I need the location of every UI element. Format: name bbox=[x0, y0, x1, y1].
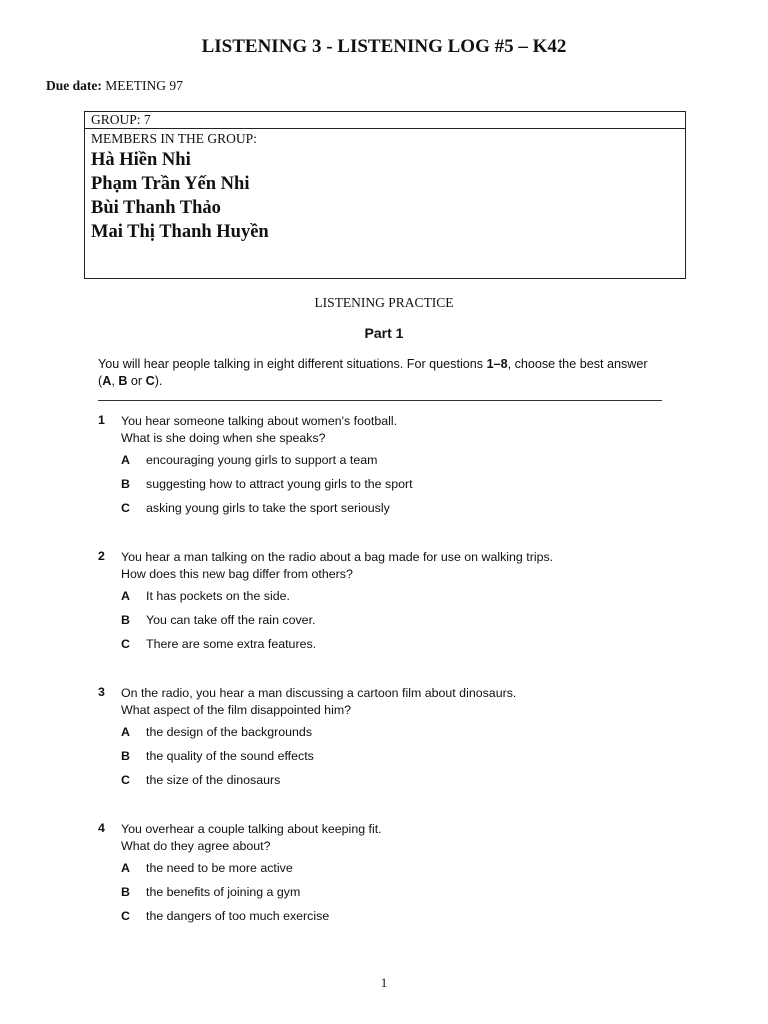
option-letter: A bbox=[121, 453, 130, 467]
option-letter: B bbox=[121, 749, 130, 763]
option-text: encouraging young girls to support a team bbox=[146, 453, 378, 467]
option-letter: C bbox=[121, 501, 130, 515]
question-text bbox=[121, 413, 671, 447]
due-date-label: Due date: bbox=[46, 78, 102, 93]
question-text bbox=[121, 685, 671, 719]
group-box bbox=[84, 111, 686, 279]
option-letter: B bbox=[121, 477, 130, 491]
question-number: 4 bbox=[98, 821, 105, 835]
question-line: What is she doing when she speaks? bbox=[121, 431, 326, 445]
question-line: You hear a man talking on the radio about a bag made for use on walking trips. bbox=[121, 550, 554, 564]
instructions-range: 1–8 bbox=[486, 357, 508, 371]
instructions-text: You will hear people talking in eight different situations. For questions bbox=[98, 357, 487, 371]
instructions bbox=[98, 356, 664, 390]
option-text: You can take off the rain cover. bbox=[146, 613, 316, 627]
question-line: How does this new bag differ from others? bbox=[121, 567, 353, 581]
option-letter: B bbox=[121, 885, 130, 899]
instructions-text: , choose the best answer ( bbox=[98, 357, 648, 388]
option-text: the dangers of too much exercise bbox=[146, 909, 330, 923]
document-title: LISTENING 3 - LISTENING LOG #5 – K42 bbox=[201, 36, 567, 57]
instructions-option-b: B bbox=[118, 374, 128, 388]
option-letter: C bbox=[121, 909, 130, 923]
question-number: 2 bbox=[98, 549, 105, 563]
member-name: Phạm Trần Yến Nhi bbox=[91, 174, 250, 194]
page-number: 1 bbox=[380, 975, 388, 990]
instructions-option-a: A bbox=[102, 374, 112, 388]
option-text: There are some extra features. bbox=[146, 637, 317, 651]
option-letter: A bbox=[121, 589, 130, 603]
instructions-text: or bbox=[127, 374, 146, 388]
section-heading: LISTENING PRACTICE bbox=[314, 295, 454, 310]
option-letter: B bbox=[121, 613, 130, 627]
option-text: the quality of the sound effects bbox=[146, 749, 314, 763]
instructions-option-c: C bbox=[145, 374, 155, 388]
question-text bbox=[121, 549, 671, 583]
group-number: GROUP: 7 bbox=[85, 112, 685, 129]
instructions-text: ). bbox=[154, 374, 163, 388]
option-letter: A bbox=[121, 725, 130, 739]
option-letter: C bbox=[121, 637, 130, 651]
option-text: the size of the dinosaurs bbox=[146, 773, 281, 787]
member-name: Mai Thị Thanh Huyền bbox=[91, 222, 269, 242]
members-label: MEMBERS IN THE GROUP: bbox=[91, 131, 257, 146]
option-text: the benefits of joining a gym bbox=[146, 885, 301, 899]
question-line: You hear someone talking about women's football. bbox=[121, 414, 398, 428]
option-text: suggesting how to attract young girls to the sport bbox=[146, 477, 413, 491]
option-text: the need to be more active bbox=[146, 861, 293, 875]
option-text: the design of the backgrounds bbox=[146, 725, 313, 739]
due-date-value: MEETING 97 bbox=[105, 78, 183, 93]
option-letter: C bbox=[121, 773, 130, 787]
question-number: 3 bbox=[98, 685, 105, 699]
question-number: 1 bbox=[98, 413, 105, 427]
part-heading: Part 1 bbox=[364, 325, 404, 341]
divider bbox=[98, 400, 662, 401]
instructions-text: , bbox=[111, 374, 119, 388]
question-line: What do they agree about? bbox=[121, 839, 271, 853]
option-text: It has pockets on the side. bbox=[146, 589, 290, 603]
option-letter: A bbox=[121, 861, 130, 875]
member-name: Hà Hiền Nhi bbox=[91, 150, 191, 170]
member-name: Bùi Thanh Thảo bbox=[91, 198, 221, 218]
due-date bbox=[46, 78, 183, 94]
option-text: asking young girls to take the sport seriously bbox=[146, 501, 390, 515]
question-text bbox=[121, 821, 671, 855]
question-line: What aspect of the film disappointed him? bbox=[121, 703, 352, 717]
question-line: You overhear a couple talking about keeping fit. bbox=[121, 822, 382, 836]
question-line: On the radio, you hear a man discussing a cartoon film about dinosaurs. bbox=[121, 686, 517, 700]
